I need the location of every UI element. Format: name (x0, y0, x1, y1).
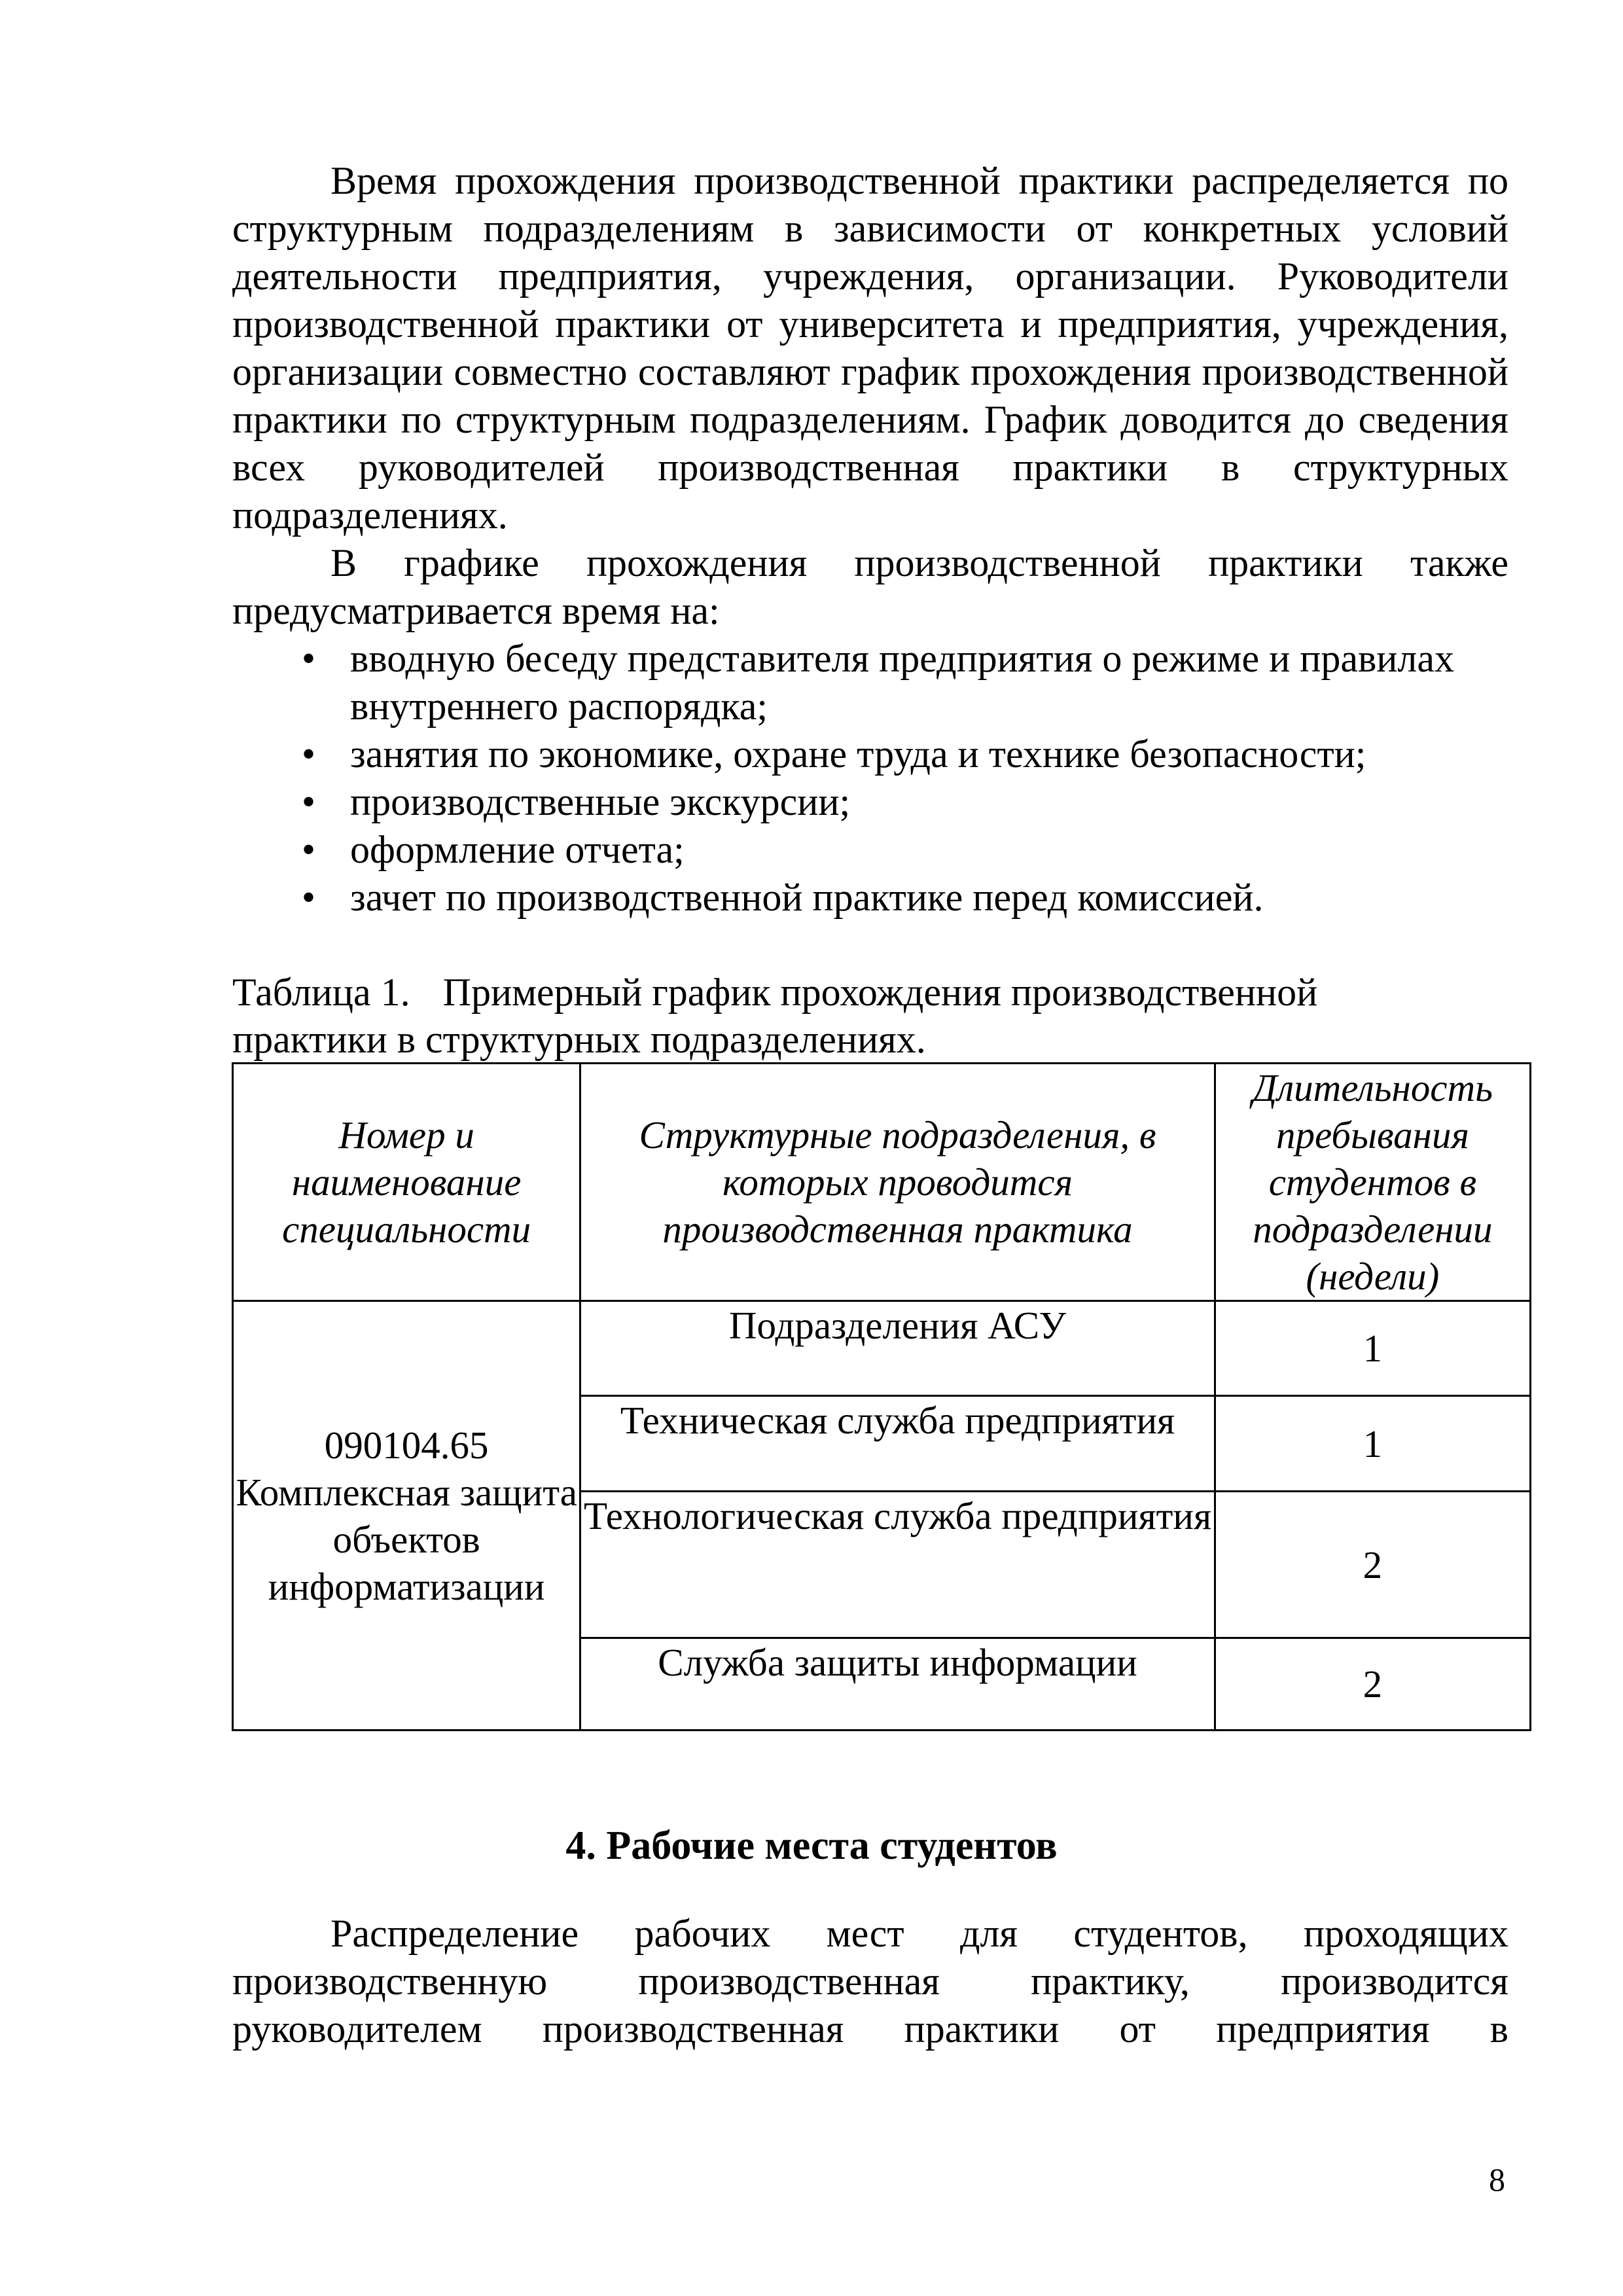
bullet-list (232, 635, 1508, 922)
table-caption (232, 969, 1476, 1063)
specialty-cell: 090104.65 Комплексная защита объектов информатизации (233, 1301, 580, 1731)
list-item: • производственные экскурсии; (232, 778, 1508, 826)
unit-cell: Служба защиты информации (580, 1638, 1215, 1731)
list-item: • оформление отчета; (232, 826, 1508, 874)
unit-cell: Технологическая служба предприятия (580, 1492, 1215, 1638)
unit-cell: Техническая служба предприятия (580, 1396, 1215, 1492)
list-item: • занятия по экономике, охране труда и технике безопасности; (232, 730, 1508, 778)
page-number: 8 (1489, 2161, 1505, 2198)
list-item: • вводную беседу представителя предприятия о режиме и правилах внутреннего распорядка; (232, 635, 1508, 730)
table-caption-label: Таблица 1. (232, 971, 410, 1014)
list-item: • зачет по производственной практике перед комиссией. (232, 874, 1508, 922)
weeks-cell: 2 (1215, 1492, 1530, 1638)
bullet-icon: • (302, 780, 316, 823)
weeks-cell: 2 (1215, 1638, 1530, 1731)
header-specialty: Номер и наименование специальности (233, 1064, 580, 1301)
weeks-cell: 1 (1215, 1301, 1530, 1396)
paragraph-schedule-includes: В графике прохождения производственной практики также предусматривается время на: (232, 541, 1508, 632)
weeks-cell: 1 (1215, 1396, 1530, 1492)
unit-cell: Подразделения АСУ (580, 1301, 1215, 1396)
bullet-icon: • (302, 828, 316, 871)
paragraph-workplaces: Распределение рабочих мест для студентов, проходящих производственную производственная практику, производится руководителем производственная практики от предприятия в (232, 1912, 1508, 2051)
section-heading (0, 1820, 1623, 1872)
section-number: 4. (565, 1823, 596, 1868)
bullet-icon: • (302, 876, 316, 919)
section-text (232, 1910, 1508, 2053)
table-caption-text: Примерный график прохождения производственной практики в структурных подразделениях. (232, 971, 1318, 1061)
paragraph-schedule-distribution: Время прохождения производственной практики распределяется по структурным подразделениям в зависимости от конкретных условий деятельности предприятия, учреждения, организации. Руководители производственной практики от университета и предприятия, учреждения, организации совместно составляют график прохождения производственной практики по структурным подразделениям. График доводится до сведения всех руководителей производственная практики в структурных подразделениях. (232, 159, 1508, 537)
table-header-row (233, 1064, 1531, 1301)
section-title: Рабочие места студентов (606, 1823, 1058, 1868)
header-duration: Длительность пребывания студентов в подразделении (недели) (1215, 1064, 1530, 1301)
practice-schedule-table (232, 1062, 1531, 1731)
bullet-icon: • (302, 637, 316, 680)
header-units: Структурные подразделения, в которых проводится производственная практика (580, 1064, 1215, 1301)
bullet-icon: • (302, 732, 316, 776)
table-row (233, 1301, 1531, 1396)
intro-text (232, 157, 1508, 922)
